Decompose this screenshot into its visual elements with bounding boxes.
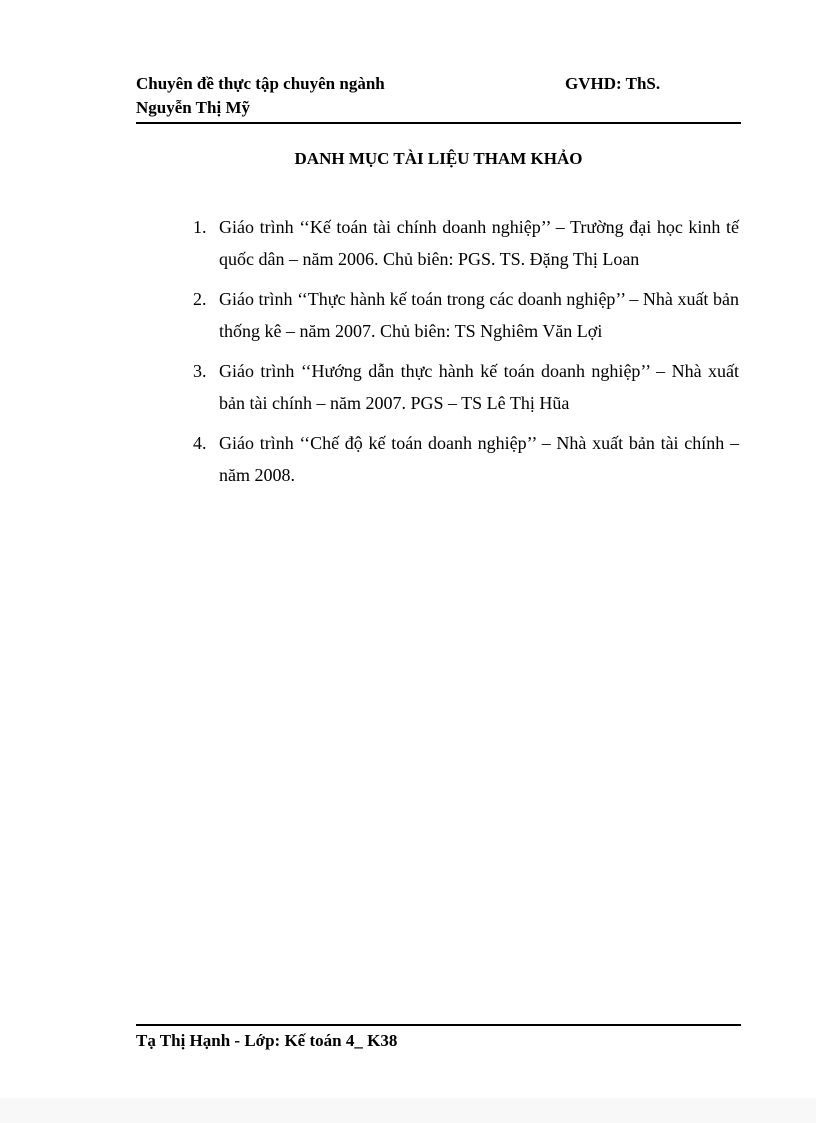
header-advisor-label: GVHD: ThS.: [565, 74, 661, 93]
reference-number: 3.: [193, 361, 207, 381]
reference-text: Giáo trình ‘‘Kế toán tài chính doanh nghiệp’’ – Trường đại học kinh tế quốc dân – năm 2006. Chủ biên: PGS. TS. Đặng Thị Loan: [219, 217, 739, 269]
page-title-text: DANH MỤC TÀI LIỆU THAM KHẢO: [294, 149, 583, 168]
reference-number: 4.: [193, 433, 207, 453]
reference-item: [193, 355, 739, 419]
reference-text: Giáo trình ‘‘Chế độ kế toán doanh nghiệp’’ – Nhà xuất bản tài chính – năm 2008.: [219, 433, 739, 485]
header-divider: [136, 122, 741, 124]
reference-item: [193, 427, 739, 491]
reference-number: 1.: [193, 217, 207, 237]
reference-item: [193, 211, 739, 275]
reference-text: Giáo trình ‘‘Hướng dẫn thực hành kế toán doanh nghiệp’’ – Nhà xuất bản tài chính – năm 2007. PGS – TS Lê Thị Hũa: [219, 361, 739, 413]
page-footer: Tạ Thị Hạnh - Lớp: Kế toán 4_ K38: [136, 1031, 398, 1050]
reference-item: [193, 283, 739, 347]
reference-text: Giáo trình ‘‘Thực hành kế toán trong các doanh nghiệp’’ – Nhà xuất bản thống kê – năm 2007. Chủ biên: TS Nghiêm Văn Lợi: [219, 289, 739, 341]
page-header: [136, 72, 741, 124]
page-bottom-band: [0, 1098, 816, 1123]
header-advisor-name: Nguyễn Thị Mỹ: [136, 98, 250, 117]
reference-list: [193, 211, 739, 499]
footer-divider: [136, 1024, 741, 1026]
reference-number: 2.: [193, 289, 207, 309]
page-title: [136, 147, 741, 171]
header-topic: Chuyên đề thực tập chuyên ngành: [136, 74, 385, 93]
